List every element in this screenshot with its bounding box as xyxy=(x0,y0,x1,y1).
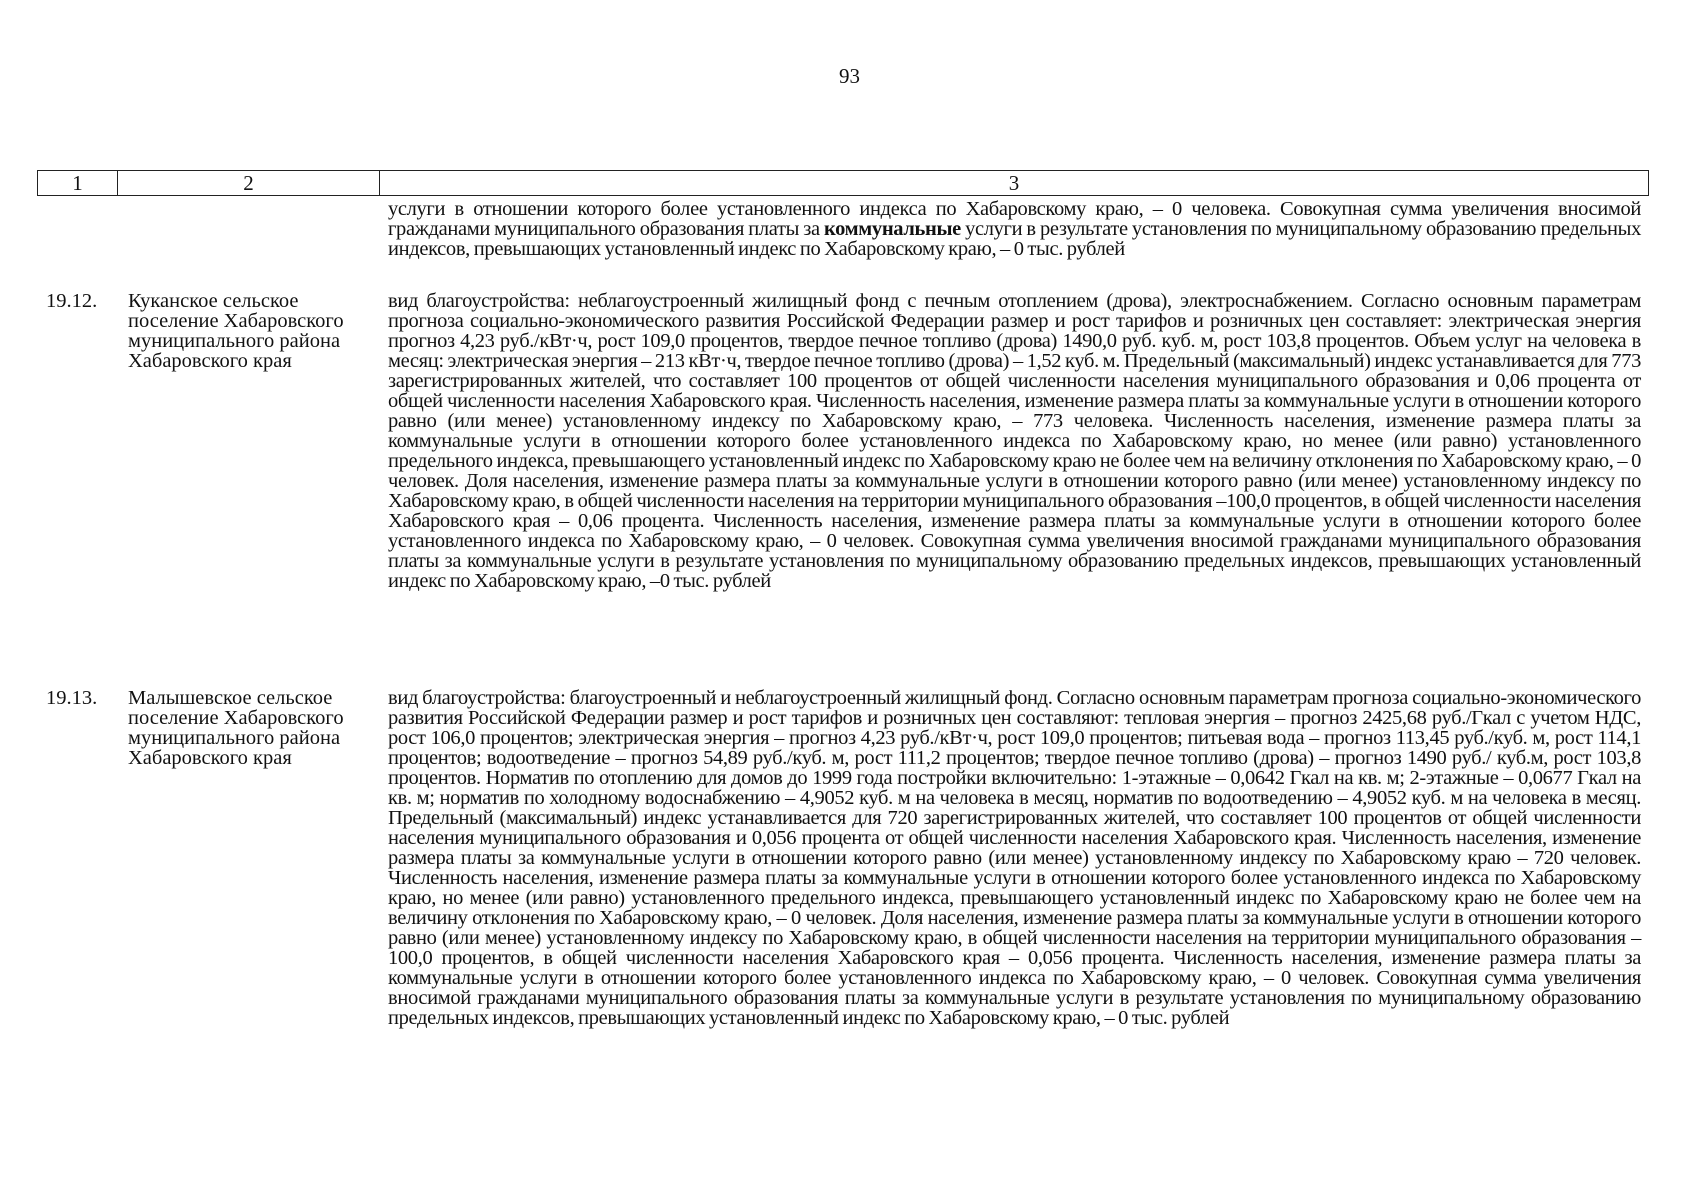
page-number: 93 xyxy=(839,64,860,88)
table-header xyxy=(37,170,1649,196)
continuation-text-end: услуги в результате установления по муниципальному образованию предельных индексов, превышающих установленный индекс по Хабаровскому краю, – 0 тыс. рублей xyxy=(388,218,1641,260)
header-col-2: 2 xyxy=(118,171,380,195)
row-description: вид благоустройства: неблагоустроенный жилищный фонд с печным отоплением (дрова), электроснабжением. Согласно основным параметрам прогноза социально-экономического развития Российской Федерации размер и рост тарифов и розничных цен составляет: электрическая энергия прогноз 4,23 руб./кВт·ч, рост 109,0 процентов, твердое печное топливо (дрова) 1490,0 руб. куб. м, рост 103,8 процентов. Объем услуг на человека в месяц: электрическая энергия – 213 кВт·ч, твердое печное топливо (дрова) – 1,52 куб. м. Предельный (максимальный) индекс устанавливается для 773 зарегистрированных жителей, что составляет 100 процентов от общей численности населения муниципального образования и 0,06 процента от общей численности населения Хабаровского края. Численность населения, изменение размера платы за коммунальные услуги в отношении которого равно (или менее) установленному индексу по Хабаровскому краю, – 773 человека. Численность населения, изменение размера платы за коммунальные услуги в отношении которого более установленного индекса по Хабаровскому краю, но менее (или равно) установленного предельного индекса, превышающего установленный индекс по Хабаровскому краю не более чем на величину отклонения по Хабаровскому краю, – 0 человек. Доля населения, изменение размера платы за коммунальные услуги в отношении которого равно (или менее) установленному индексу по Хабаровскому краю, в общей численности населения на территории муниципального образования –100,0 процентов, в общей численности населения Хабаровского края – 0,06 процента. Численность населения, изменение размера платы за коммунальные услуги в отношении которого более установленного индекса по Хабаровскому краю, – 0 человек. Совокупная сумма увеличения вносимой гражданами муниципального образования платы за коммунальные услуги в результате установления по муниципальному образованию предельных индексов, превышающих установленный индекс по Хабаровскому краю, –0 тыс. рублей xyxy=(388,290,1641,592)
header-col-3: 3 xyxy=(1008,171,1020,195)
header-col-1: 1 xyxy=(38,171,118,195)
continuation-text-start: услуги в отношении которого более установленного индекса по Хабаровскому краю, – 0 человека. Совокупная сумма увеличения вносимой гражданами муниципального образования платы за xyxy=(388,198,1641,240)
row-number: 19.13. xyxy=(46,687,98,709)
continuation-bold-word: коммунальные xyxy=(823,218,961,240)
municipality-name: Малышевское сельское поселение Хабаровского муниципального района Хабаровского края xyxy=(128,687,344,769)
row-description: вид благоустройства: благоустроенный и неблагоустроенный жилищный фонд. Согласно основным параметрам прогноза социально-экономического развития Российской Федерации размер и рост тарифов и розничных цен составляют: тепловая энергия – прогноз 2425,68 руб./Гкал с учетом НДС, рост 106,0 процентов; электрическая энергия – прогноз 4,23 руб./кВт·ч, рост 109,0 процентов; питьевая вода – прогноз 113,45 руб./куб. м, рост 114,1 процентов; водоотведение – прогноз 54,89 руб./куб. м, рост 111,2 процентов; твердое печное топливо (дрова) – прогноз 1490 руб./ куб.м, рост 103,8 процентов. Норматив по отоплению для домов до 1999 года постройки включительно: 1-этажные – 0,0642 Гкал на кв. м; 2-этажные – 0,0677 Гкал на кв. м; норматив по холодному водоснабжению – 4,9052 куб. м на человека в месяц, норматив по водоотведению – 4,9052 куб. м на человека в месяц. Предельный (максимальный) индекс устанавливается для 720 зарегистрированных жителей, что составляет 100 процентов от общей численности населения муниципального образования и 0,056 процента от общей численности населения Хабаровского края. Численность населения, изменение размера платы за коммунальные услуги в отношении которого равно (или менее) установленному индексу по Хабаровскому краю – 720 человек. Численность населения, изменение размера платы за коммунальные услуги в отношении которого более установленного индекса по Хабаровскому краю, но менее (или равно) установленного предельного индекса, превышающего установленный индекс по Хабаровскому краю не более чем на величину отклонения по Хабаровскому краю, – 0 человек. Доля населения, изменение размера платы за коммунальные услуги в отношении которого равно (или менее) установленному индексу по Хабаровскому краю, в общей численности населения на территории муниципального образования –100,0 процентов, в общей численности населения Хабаровского края – 0,056 процента. Численность населения, изменение размера платы за коммунальные услуги в отношении которого более установленного индекса по Хабаровскому краю, – 0 человек. Совокупная сумма увеличения вносимой гражданами муниципального образования платы за коммунальные услуги в результате установления по муниципальному образованию предельных индексов, превышающих установленный индекс по Хабаровскому краю, – 0 тыс. рублей xyxy=(388,687,1641,1029)
municipality-name: Куканское сельское поселение Хабаровского муниципального района Хабаровского края xyxy=(128,290,344,372)
continuation-text xyxy=(388,199,1641,259)
row-number: 19.12. xyxy=(46,290,98,312)
